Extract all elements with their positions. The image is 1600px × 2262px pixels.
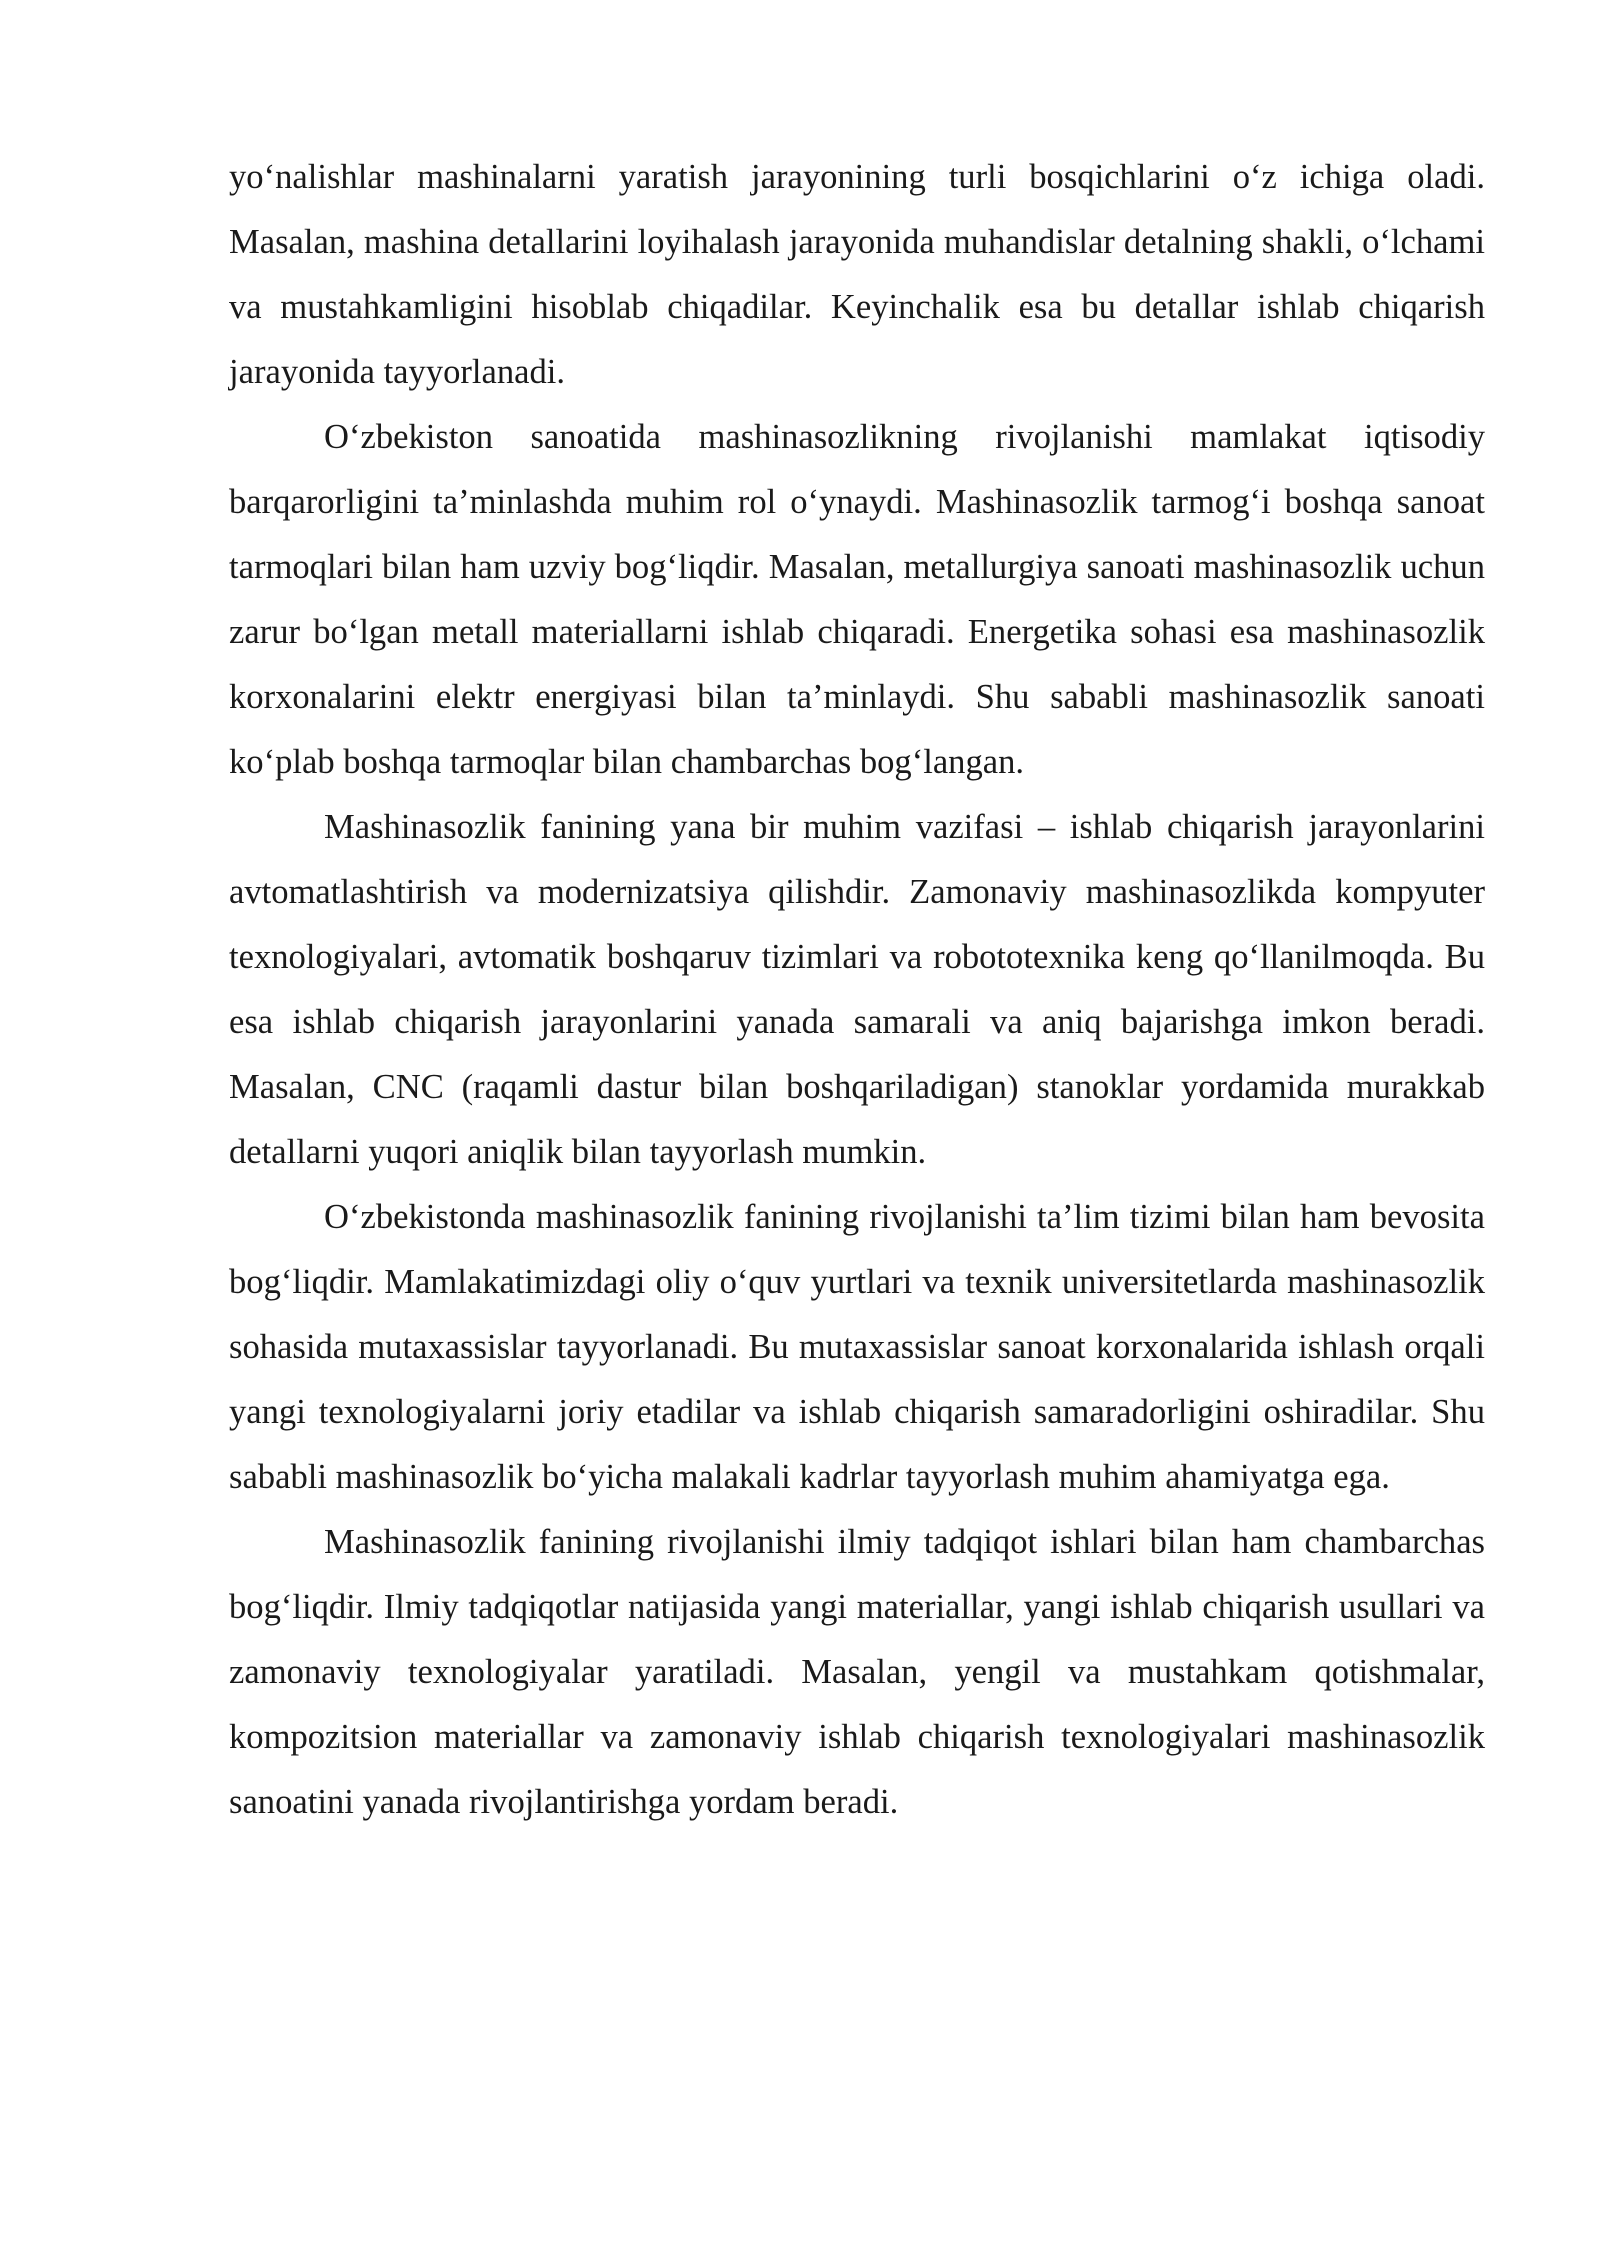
paragraph-continued: yo‘nalishlar mashinalarni yaratish jarayonining turli bosqichlarini o‘z ichiga oladi. Masalan, mashina detallarini loyihalash jarayonida muhandislar detalning shakli, o‘lchami va mustahkamligini hisoblab chiqadilar. Keyinchalik esa bu detallar ishlab chiqarish jarayonida tayyorlanadi. <box>229 158 1485 391</box>
paragraph: Mashinasozlik fanining rivojlanishi ilmiy tadqiqot ishlari bilan ham chambarchas bog‘liqdir. Ilmiy tadqiqotlar natijasida yangi materiallar, yangi ishlab chiqarish usullari va zamonaviy texnologiyalar yaratiladi. Masalan, yengil va mustahkam qotishmalar, kompozitsion materiallar va zamonaviy ishlab chiqarish texnologiyalari mashinasozlik sanoatini yanada rivojlantirishga yordam beradi. <box>229 1523 1485 1821</box>
paragraph: O‘zbekistonda mashinasozlik fanining rivojlanishi ta’lim tizimi bilan ham bevosita bog‘liqdir. Mamlakatimizdagi oliy o‘quv yurtlari va texnik universitetlarda mashinasozlik sohasida mutaxassislar tayyorlanadi. Bu mutaxassislar sanoat korxonalarida ishlash orqali yangi texnologiyalarni joriy etadilar va ishlab chiqarish samaradorligini oshiradilar. Shu sababli mashinasozlik bo‘yicha malakali kadrlar tayyorlash muhim ahamiyatga ega. <box>229 1198 1485 1496</box>
body-text <box>229 145 1485 1835</box>
paragraph: O‘zbekiston sanoatida mashinasozlikning rivojlanishi mamlakat iqtisodiy barqarorligini ta’minlashda muhim rol o‘ynaydi. Mashinasozlik tarmog‘i boshqa sanoat tarmoqlari bilan ham uzviy bog‘liqdir. Masalan, metallurgiya sanoati mashinasozlik uchun zarur bo‘lgan metall materiallarni ishlab chiqaradi. Energetika sohasi esa mashinasozlik korxonalarini elektr energiyasi bilan ta’minlaydi. Shu sababli mashinasozlik sanoati ko‘plab boshqa tarmoqlar bilan chambarchas bog‘langan. <box>229 418 1485 781</box>
paragraph: Mashinasozlik fanining yana bir muhim vazifasi – ishlab chiqarish jarayonlarini avtomatlashtirish va modernizatsiya qilishdir. Zamonaviy mashinasozlikda kompyuter texnologiyalari, avtomatik boshqaruv tizimlari va robototexnika keng qo‘llanilmoqda. Bu esa ishlab chiqarish jarayonlarini yanada samarali va aniq bajarishga imkon beradi. Masalan, CNC (raqamli dastur bilan boshqariladigan) stanoklar yordamida murakkab detallarni yuqori aniqlik bilan tayyorlash mumkin. <box>229 808 1485 1171</box>
